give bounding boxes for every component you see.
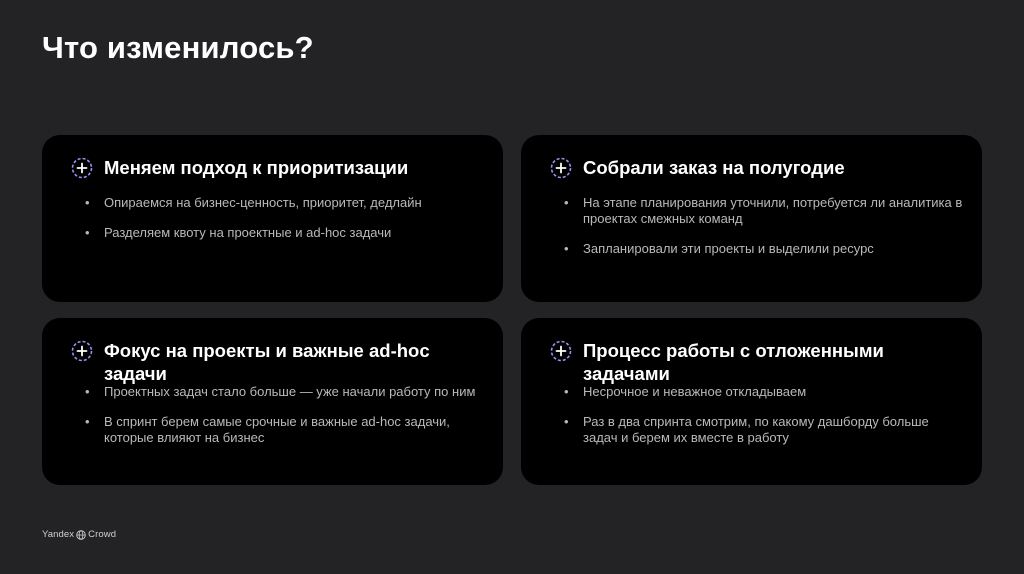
bullet-list bbox=[564, 384, 964, 460]
card-heading: Меняем подход к приоритизации bbox=[104, 157, 409, 178]
card-postponed-tasks bbox=[521, 318, 982, 485]
card-heading: Процесс работы с отложенными задачами bbox=[583, 340, 884, 384]
card-heading: Собрали заказ на полугодие bbox=[583, 157, 845, 178]
globe-icon bbox=[76, 530, 86, 540]
list-item: • Несрочное и неважное откладываем bbox=[564, 384, 964, 400]
card-heading: Фокус на проекты и важные ad-hoc задачи bbox=[104, 340, 430, 384]
list-item: • Разделяем квоту на проектные и ad-hoc задачи bbox=[85, 225, 485, 241]
card-prioritization bbox=[42, 135, 503, 302]
list-item: • На этапе планирования уточнили, потребуется ли аналитика в проектах смежных команд bbox=[564, 195, 964, 227]
list-item: • Раз в два спринта смотрим, по какому дашборду больше задач и берем их вместе в работу bbox=[564, 414, 964, 446]
plus-circle-icon bbox=[550, 340, 572, 362]
list-item: • В спринт берем самые срочные и важные ad-hoc задачи, которые влияют на бизнес bbox=[85, 414, 485, 446]
plus-circle-icon bbox=[71, 340, 93, 362]
list-item: • Опираемся на бизнес-ценность, приоритет, дедлайн bbox=[85, 195, 485, 211]
brand-name-left: Yandex bbox=[42, 529, 75, 540]
list-item: • Проектных задач стало больше — уже начали работу по ним bbox=[85, 384, 485, 400]
plus-circle-icon bbox=[71, 157, 93, 179]
card-projects-focus bbox=[42, 318, 503, 485]
plus-circle-icon bbox=[550, 157, 572, 179]
bullet-list bbox=[564, 195, 964, 271]
slide-title: Что изменилось? bbox=[42, 30, 314, 65]
card-half-year-order bbox=[521, 135, 982, 302]
brand-name-right: Crowd bbox=[88, 529, 117, 540]
bullet-list bbox=[85, 195, 485, 255]
brand-logo bbox=[42, 529, 116, 540]
bullet-list bbox=[85, 384, 485, 460]
list-item: • Запланировали эти проекты и выделили ресурс bbox=[564, 241, 964, 257]
